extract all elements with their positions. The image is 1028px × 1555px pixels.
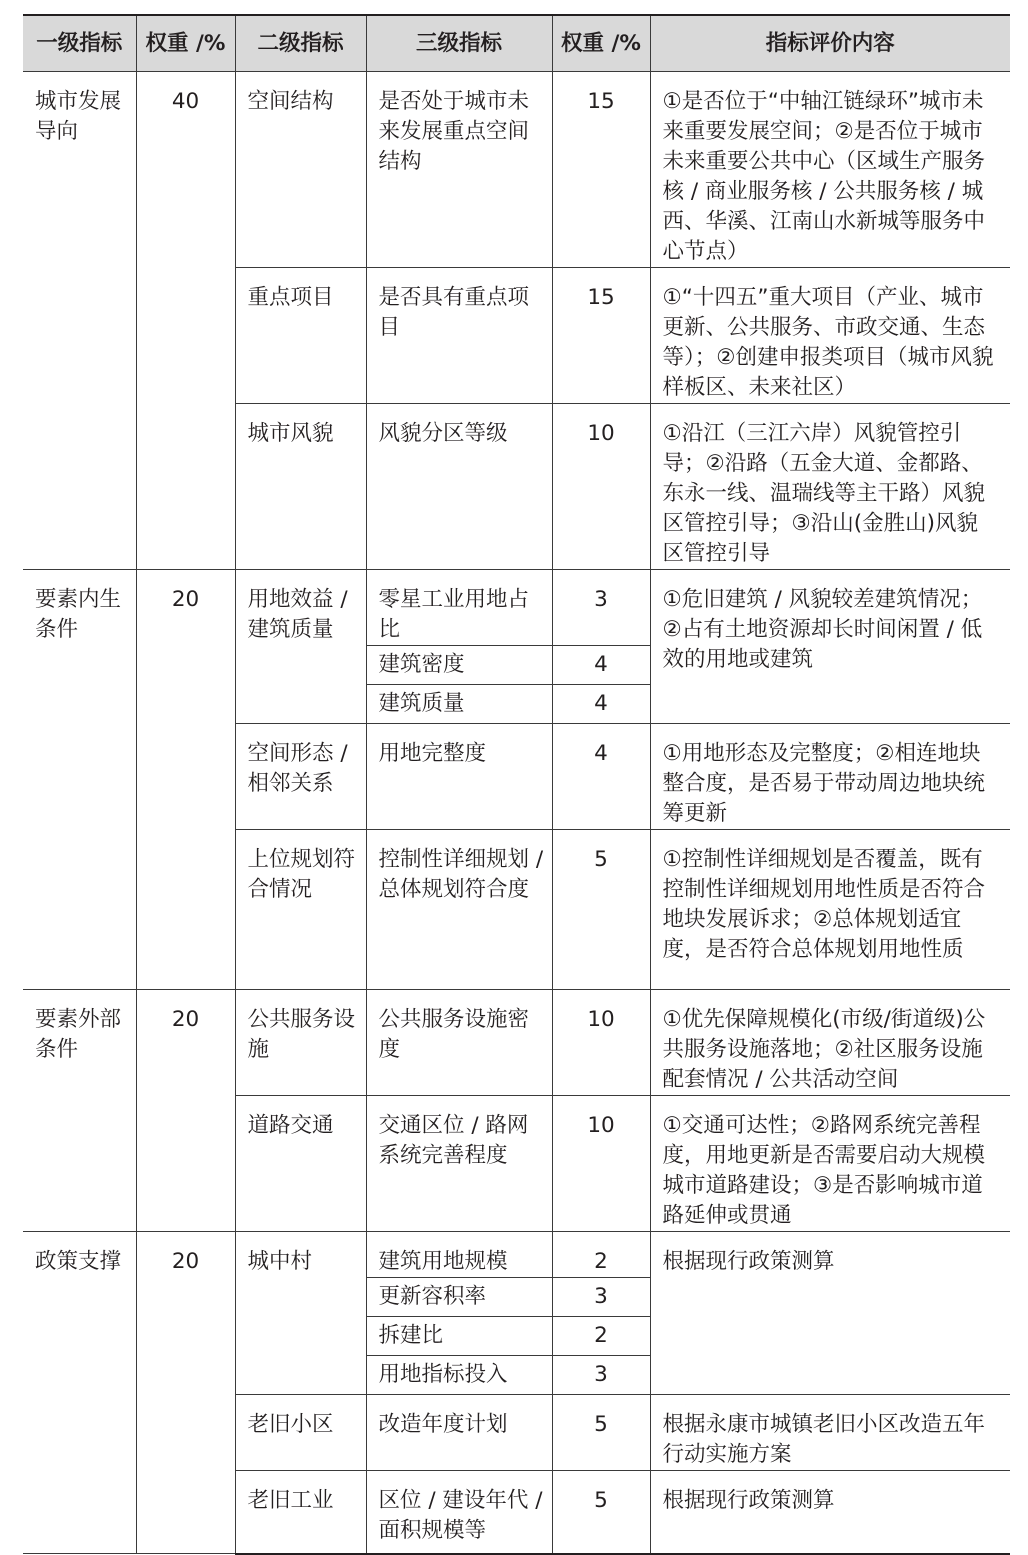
level3-indicator-cell: 建筑密度 bbox=[366, 646, 552, 685]
level3-weight-cell: 10 bbox=[552, 990, 650, 1096]
evaluation-content-cell: ①优先保障规模化(市级/街道级)公共服务设施落地；②社区服务设施配套情况 / 公共活动空间 bbox=[650, 990, 1010, 1096]
level3-weight-cell: 2 bbox=[552, 1232, 650, 1278]
level3-weight-cell: 3 bbox=[552, 1356, 650, 1395]
level2-indicator-cell: 空间结构 bbox=[235, 72, 366, 268]
level2-indicator-cell: 公共服务设施 bbox=[235, 990, 366, 1096]
table-row bbox=[23, 990, 1010, 1096]
level3-weight-cell: 5 bbox=[552, 1395, 650, 1471]
level2-indicator-cell: 道路交通 bbox=[235, 1096, 366, 1232]
level3-indicator-cell: 公共服务设施密度 bbox=[366, 990, 552, 1096]
level3-weight-cell: 10 bbox=[552, 404, 650, 570]
level1-indicator-cell: 要素内生条件 bbox=[23, 570, 136, 990]
level3-weight-cell: 4 bbox=[552, 646, 650, 685]
level3-indicator-cell: 控制性详细规划 / 总体规划符合度 bbox=[366, 830, 552, 990]
table-row bbox=[23, 1232, 1010, 1278]
level3-indicator-cell: 建筑用地规模 bbox=[366, 1232, 552, 1278]
table-row bbox=[23, 72, 1010, 268]
level3-indicator-cell: 用地完整度 bbox=[366, 724, 552, 830]
level1-indicator-cell: 要素外部条件 bbox=[23, 990, 136, 1232]
evaluation-content-cell: 根据永康市城镇老旧小区改造五年行动实施方案 bbox=[650, 1395, 1010, 1471]
level3-indicator-cell: 是否处于城市未来发展重点空间结构 bbox=[366, 72, 552, 268]
header-level1-indicator: 一级指标 bbox=[23, 15, 136, 72]
level3-indicator-cell: 拆建比 bbox=[366, 1317, 552, 1356]
level2-indicator-cell: 老旧工业 bbox=[235, 1471, 366, 1554]
level1-indicator-cell: 政策支撑 bbox=[23, 1232, 136, 1554]
level3-indicator-cell: 用地指标投入 bbox=[366, 1356, 552, 1395]
level3-weight-cell: 10 bbox=[552, 1096, 650, 1232]
evaluation-content-cell: ①控制性详细规划是否覆盖，既有控制性详细规划用地性质是否符合地块发展诉求；②总体规划适宜度，是否符合总体规划用地性质 bbox=[650, 830, 1010, 990]
evaluation-index-table bbox=[23, 14, 1010, 1555]
level3-weight-cell: 4 bbox=[552, 685, 650, 724]
level3-weight-cell: 3 bbox=[552, 1278, 650, 1317]
level2-indicator-cell: 城中村 bbox=[235, 1232, 366, 1395]
evaluation-content-cell: ①是否位于“中轴江链绿环”城市未来重要发展空间；②是否位于城市未来重要公共中心（区域生产服务核 / 商业服务核 / 公共服务核 / 城西、华溪、江南山水新城等服务中心节点） bbox=[650, 72, 1010, 268]
level2-indicator-cell: 重点项目 bbox=[235, 268, 366, 404]
level3-weight-cell: 3 bbox=[552, 570, 650, 646]
level2-indicator-cell: 老旧小区 bbox=[235, 1395, 366, 1471]
level3-weight-cell: 15 bbox=[552, 268, 650, 404]
level2-indicator-cell: 上位规划符合情况 bbox=[235, 830, 366, 990]
header-row bbox=[23, 15, 1010, 72]
header-level2-indicator: 二级指标 bbox=[235, 15, 366, 72]
level1-weight-cell: 40 bbox=[136, 72, 235, 570]
level3-indicator-cell: 零星工业用地占比 bbox=[366, 570, 552, 646]
level3-indicator-cell: 风貌分区等级 bbox=[366, 404, 552, 570]
level2-indicator-cell: 城市风貌 bbox=[235, 404, 366, 570]
evaluation-content-cell: ①危旧建筑 / 风貌较差建筑情况；②占有土地资源却长时间闲置 / 低效的用地或建筑 bbox=[650, 570, 1010, 724]
header-level3-indicator: 三级指标 bbox=[366, 15, 552, 72]
evaluation-content-cell: ①用地形态及完整度；②相连地块整合度，是否易于带动周边地块统筹更新 bbox=[650, 724, 1010, 830]
level1-weight-cell: 20 bbox=[136, 1232, 235, 1554]
level3-indicator-cell: 是否具有重点项目 bbox=[366, 268, 552, 404]
evaluation-content-cell: ①交通可达性；②路网系统完善程度，用地更新是否需要启动大规模城市道路建设；③是否影响城市道路延伸或贯通 bbox=[650, 1096, 1010, 1232]
level3-indicator-cell: 建筑质量 bbox=[366, 685, 552, 724]
evaluation-content-cell: 根据现行政策测算 bbox=[650, 1471, 1010, 1554]
level1-indicator-cell: 城市发展导向 bbox=[23, 72, 136, 570]
table-body bbox=[23, 72, 1010, 1554]
level3-weight-cell: 5 bbox=[552, 1471, 650, 1554]
level3-weight-cell: 4 bbox=[552, 724, 650, 830]
level3-indicator-cell: 交通区位 / 路网系统完善程度 bbox=[366, 1096, 552, 1232]
header-level1-weight: 权重 /% bbox=[136, 15, 235, 72]
level1-weight-cell: 20 bbox=[136, 990, 235, 1232]
table-row bbox=[23, 570, 1010, 646]
level3-indicator-cell: 更新容积率 bbox=[366, 1278, 552, 1317]
header-evaluation-content: 指标评价内容 bbox=[650, 15, 1010, 72]
header-level3-weight: 权重 /% bbox=[552, 15, 650, 72]
evaluation-content-cell: ①“十四五”重大项目（产业、城市更新、公共服务、市政交通、生态等）；②创建申报类项目（城市风貌样板区、未来社区） bbox=[650, 268, 1010, 404]
level2-indicator-cell: 空间形态 / 相邻关系 bbox=[235, 724, 366, 830]
evaluation-content-cell: 根据现行政策测算 bbox=[650, 1232, 1010, 1395]
table-container bbox=[23, 14, 1010, 1555]
level3-weight-cell: 15 bbox=[552, 72, 650, 268]
level3-indicator-cell: 改造年度计划 bbox=[366, 1395, 552, 1471]
level3-weight-cell: 2 bbox=[552, 1317, 650, 1356]
level1-weight-cell: 20 bbox=[136, 570, 235, 990]
level3-weight-cell: 5 bbox=[552, 830, 650, 990]
evaluation-content-cell: ①沿江（三江六岸）风貌管控引导；②沿路（五金大道、金都路、东永一线、温瑞线等主干路）风貌区管控引导；③沿山(金胜山)风貌区管控引导 bbox=[650, 404, 1010, 570]
level2-indicator-cell: 用地效益 / 建筑质量 bbox=[235, 570, 366, 724]
level3-indicator-cell: 区位 / 建设年代 / 面积规模等 bbox=[366, 1471, 552, 1554]
